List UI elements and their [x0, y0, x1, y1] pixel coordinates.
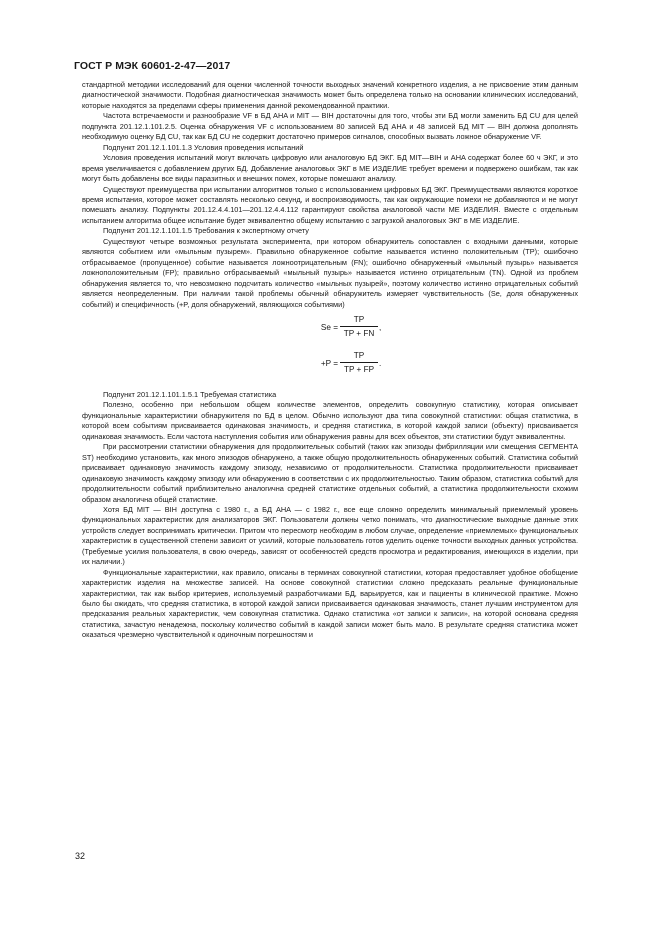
paragraph: Существуют четыре возможных результата эксперимента, при котором обнаружитель сопоставлен с входными данными, которые являются событием или «мыльным пузырем». Правильно обнаруженное событие называется истинно положительным (TP); ошибочно отбрасываемое (пропущенное) событие называется ложноотрицательным (FN); ошибочно обнаруженный «мыльный пузырь» называется ложноположительным (FP); правильно отбрасываемый «мыльный пузырь» называется истинно отрицательным (TN). Одной из проблем обнаружения является то, что невозможно подсчитать количество «мыльных пузырей», поэтому количество истинно отрицательных событий является неопределенным. При наличии такой проблемы обычный обнаружитель измеряет чувствительность (Se, доля обнаруженных событий) и специфичность (+P, доля обнаружений, являющихся событиями): [82, 236, 578, 309]
formula-punctuation: .: [379, 358, 382, 368]
subclause-heading: Подпункт 201.12.1.101.1.3 Условия проведения испытаний: [103, 142, 304, 152]
formula-denominator: TP + FN: [340, 326, 378, 339]
formula-punctuation: ,: [379, 322, 382, 332]
formula-numerator: TP: [353, 350, 365, 360]
formula-denominator: TP + FP: [340, 362, 378, 375]
formula-lhs: +P =: [320, 358, 338, 368]
paragraph: Существуют преимущества при испытании алгоритмов только с использованием цифровых БД ЭКГ. Преимуществами являются короткое время испытания, которое может составлять несколько секунд, и воспроизводимость, так как окружающие помехи не добавляются и не могут помешать анализу. Подпункты 201.12.4.4.101—201.12.4.4.112 гарантируют свойства аналоговой части МЕ ИЗДЕЛИЯ. Вместе с отдельным испытанием алгоритма общее испытание будет эквивалентно общему испытанию с загрузкой аналоговых ЭКГ в МЕ ИЗДЕЛИЕ.: [82, 184, 578, 225]
paragraph: Частота встречаемости и разнообразие VF в БД AHA и MIT — BIH достаточны для того, чтобы эти БД могли заменить БД CU для целей подпункта 201.12.1.101.2.5. Оценка обнаружения VF с использованием 80 записей БД AHA и 48 записей БД MIT — BIH должна дополнять необходимую оценку БД CU, так как БД CU не содержит достаточно примеров сигналов, способных вызвать ложное обнаружение VF.: [82, 111, 578, 142]
paragraph: Функциональные характеристики, как правило, описаны в терминах совокупной статистики, которая предоставляет удобное обобщение характеристик изделия на множестве записей. На основе совокупной статистики сложно предсказать реальные функциональные характеристики, так как выбор критериев, используемый разработчиками БД, варьируется, как и пациенты в клинической практике. Можно было бы ожидать, что средняя статистика, в которой каждой записи присваивается одинаковая значимость, станет лучшим инструментом для предсказания реальных характеристик, чем совокупная статистика. Однако статистика «от записи к записи», на которой основана средняя статистика, зачастую ненадежна, поскольку количество событий в каждой записи может быть мало. В результате средняя статистика может оказаться чрезмерно чувствительной к одиночным погрешностям и: [82, 567, 578, 640]
paragraph: Хотя БД MIT — BIH доступна с 1980 г., а БД AHA — с 1982 г., все еще сложно определить минимальный приемлемый уровень функциональных характеристик для анализаторов ЭКГ. Пользователи должны четко понимать, что диагностические выходные данные этих устройств следует воспринимать критически. Притом что пересмотр необходим в любом случае, определение «приемлемых» функциональных характеристик в существенной степени зависит от усилий, которые пользователь готов уделить оценке точности выходных данных устройства. (Требуемые усилия пользователя, в свою очередь, зависят от особенностей средств просмотра и редактирования, имеющихся в изделии, при их наличии.): [82, 504, 578, 567]
formula-fraction: [340, 314, 378, 339]
formula-positive-predictivity: [82, 346, 578, 382]
subclause-heading: Подпункт 201.12.1.101.1.5 Требования к экспертному отчету: [103, 226, 309, 236]
paragraph: Условия проведения испытаний могут включать цифровую или аналоговую БД ЭКГ. БД MIT—BIH и AHA содержат более 60 ч ЭКГ, и это время увеличивается с добавлением других БД. Добавление аналоговых ЭКГ в МЕ ИЗДЕЛИЕ требует времени и подвержено ошибкам, так как могут быть добавлены все виды паразитных и внешних помех, которые помешают анализу.: [82, 153, 578, 184]
formula-fraction: [340, 350, 378, 375]
page-number: 32: [75, 851, 86, 861]
formula-lhs: Se =: [320, 322, 338, 332]
paragraph: Полезно, особенно при небольшом общем количестве элементов, определить совокупную статистику, которая описывает функциональные характеристики обнаружителя по БД в целом. Обычно используют два типа совокупной статистики: общая статистика, в которой всем событиям присваивается одинаковая значимость, и средняя статистика, в которой каждой записи (объекту) присваивается одинаковая значимость. Если частота наступления события или обнаружения равны для всех объектов, эти статистики будут эквивалентны.: [82, 400, 578, 441]
formula-sensitivity: [82, 310, 578, 346]
page-content: [82, 80, 578, 641]
subclause-heading: Подпункт 201.12.1.101.1.5.1 Требуемая статистика: [103, 389, 277, 399]
paragraph: При рассмотрении статистики обнаружения для продолжительных событий (таких как эпизоды фибрилляции или смещения СЕГМЕНТА ST) необходимо установить, как много эпизодов обнаружено, а также общую продолжительность обнаруженных событий. Статистика событий присваивает одинаковую значимость каждому эпизоду, независимо от продолжительности. Статистика продолжительности присваивает одинаковую значимость каждому эпизоду или обнаружению в соответствии с их продолжительностью. Таким образом, статистика событий для продолжительности событий приблизительно аналогична средней статистике отдельных событий, а статистика продолжительности схожим образом аналогична общей статистике.: [82, 442, 578, 504]
formula-numerator: TP: [353, 314, 365, 324]
document-header: ГОСТ Р МЭК 60601-2-47—2017: [74, 60, 231, 72]
paragraph: стандартной методики исследований для оценки численной точности выходных значений конкретного изделия, а не присвоение этим данным диагностической значимости. Подобная диагностическая значимость может быть определена только на основании клинических исследований, которые находятся за пределами сферы применения данной рекомендованной практики.: [82, 80, 578, 110]
